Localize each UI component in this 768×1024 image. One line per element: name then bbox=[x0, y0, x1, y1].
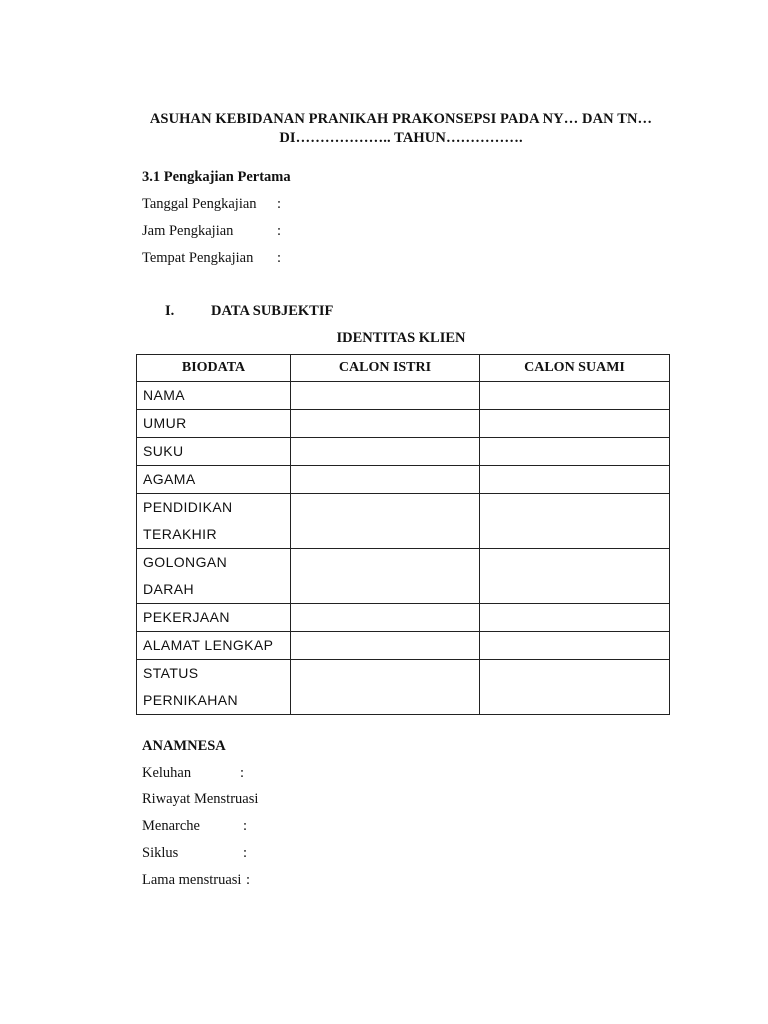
row-label bbox=[137, 632, 291, 660]
section-title: DATA SUBJEKTIF bbox=[211, 303, 334, 319]
calon-suami-cell[interactable] bbox=[480, 382, 670, 410]
tanggal-pengkajian-colon: : bbox=[277, 196, 282, 212]
row-label bbox=[137, 410, 291, 438]
table-row bbox=[137, 604, 670, 632]
siklus-label: Siklus bbox=[142, 845, 179, 861]
anamnesa-heading: ANAMNESA bbox=[142, 738, 226, 754]
table-row bbox=[137, 438, 670, 466]
row-label-text: UMUR bbox=[143, 415, 187, 431]
table-row bbox=[137, 549, 670, 604]
document-title-line2: DI……………….. TAHUN……………. bbox=[279, 130, 523, 146]
row-label bbox=[137, 494, 291, 549]
calon-suami-cell[interactable] bbox=[480, 604, 670, 632]
lama-menstruasi-colon: : bbox=[246, 872, 251, 888]
row-label-text: AGAMA bbox=[143, 471, 196, 487]
table-row bbox=[137, 660, 670, 715]
row-label bbox=[137, 382, 291, 410]
keluhan-colon: : bbox=[240, 765, 245, 781]
row-label-text: PEKERJAAN bbox=[143, 609, 230, 625]
header-calon-istri: CALON ISTRI bbox=[291, 355, 480, 382]
calon-istri-cell[interactable] bbox=[291, 494, 480, 549]
calon-suami-cell[interactable] bbox=[480, 494, 670, 549]
calon-istri-cell[interactable] bbox=[291, 632, 480, 660]
table-row bbox=[137, 494, 670, 549]
document-title-line1: ASUHAN KEBIDANAN PRANIKAH PRAKONSEPSI PADA NY… DAN TN… bbox=[149, 111, 653, 127]
keluhan-label: Keluhan bbox=[142, 765, 192, 781]
tempat-pengkajian-colon: : bbox=[277, 250, 282, 266]
row-label-text: ALAMAT LENGKAP bbox=[143, 637, 274, 653]
calon-istri-cell[interactable] bbox=[291, 466, 480, 494]
section-number: I. bbox=[165, 303, 175, 319]
row-label bbox=[137, 438, 291, 466]
row-label-text-line2: DARAH bbox=[143, 581, 195, 597]
calon-suami-cell[interactable] bbox=[480, 632, 670, 660]
row-label-text: GOLONGAN bbox=[143, 554, 228, 570]
row-label bbox=[137, 604, 291, 632]
row-label bbox=[137, 549, 291, 604]
row-label-text: PENDIDIKAN bbox=[143, 499, 233, 515]
identitas-klien-title: IDENTITAS KLIEN bbox=[336, 330, 466, 346]
identitas-klien-table bbox=[136, 354, 670, 715]
lama-menstruasi-label: Lama menstruasi bbox=[142, 872, 242, 888]
calon-suami-cell[interactable] bbox=[480, 660, 670, 715]
calon-suami-cell[interactable] bbox=[480, 410, 670, 438]
menarche-label: Menarche bbox=[142, 818, 200, 834]
row-label-text: NAMA bbox=[143, 387, 186, 403]
table-row bbox=[137, 410, 670, 438]
menarche-colon: : bbox=[243, 818, 248, 834]
jam-pengkajian-colon: : bbox=[277, 223, 282, 239]
table-header-row bbox=[137, 355, 670, 382]
row-label bbox=[137, 466, 291, 494]
calon-suami-cell[interactable] bbox=[480, 549, 670, 604]
table-row bbox=[137, 632, 670, 660]
riwayat-menstruasi-label: Riwayat Menstruasi bbox=[142, 791, 259, 807]
calon-istri-cell[interactable] bbox=[291, 660, 480, 715]
calon-suami-cell[interactable] bbox=[480, 466, 670, 494]
tanggal-pengkajian-label: Tanggal Pengkajian bbox=[142, 196, 257, 212]
pengkajian-heading: 3.1 Pengkajian Pertama bbox=[142, 169, 291, 185]
header-biodata: BIODATA bbox=[137, 355, 291, 382]
row-label-text: STATUS bbox=[143, 665, 199, 681]
row-label-text-line2: PERNIKAHAN bbox=[143, 692, 239, 708]
tempat-pengkajian-label: Tempat Pengkajian bbox=[142, 250, 254, 266]
header-calon-suami: CALON SUAMI bbox=[480, 355, 670, 382]
table-row bbox=[137, 466, 670, 494]
calon-istri-cell[interactable] bbox=[291, 549, 480, 604]
calon-istri-cell[interactable] bbox=[291, 410, 480, 438]
calon-istri-cell[interactable] bbox=[291, 604, 480, 632]
calon-istri-cell[interactable] bbox=[291, 438, 480, 466]
row-label-text-line2: TERAKHIR bbox=[143, 526, 217, 542]
jam-pengkajian-label: Jam Pengkajian bbox=[142, 223, 234, 239]
row-label-text: SUKU bbox=[143, 443, 184, 459]
table-row bbox=[137, 382, 670, 410]
siklus-colon: : bbox=[243, 845, 248, 861]
row-label bbox=[137, 660, 291, 715]
calon-suami-cell[interactable] bbox=[480, 438, 670, 466]
calon-istri-cell[interactable] bbox=[291, 382, 480, 410]
